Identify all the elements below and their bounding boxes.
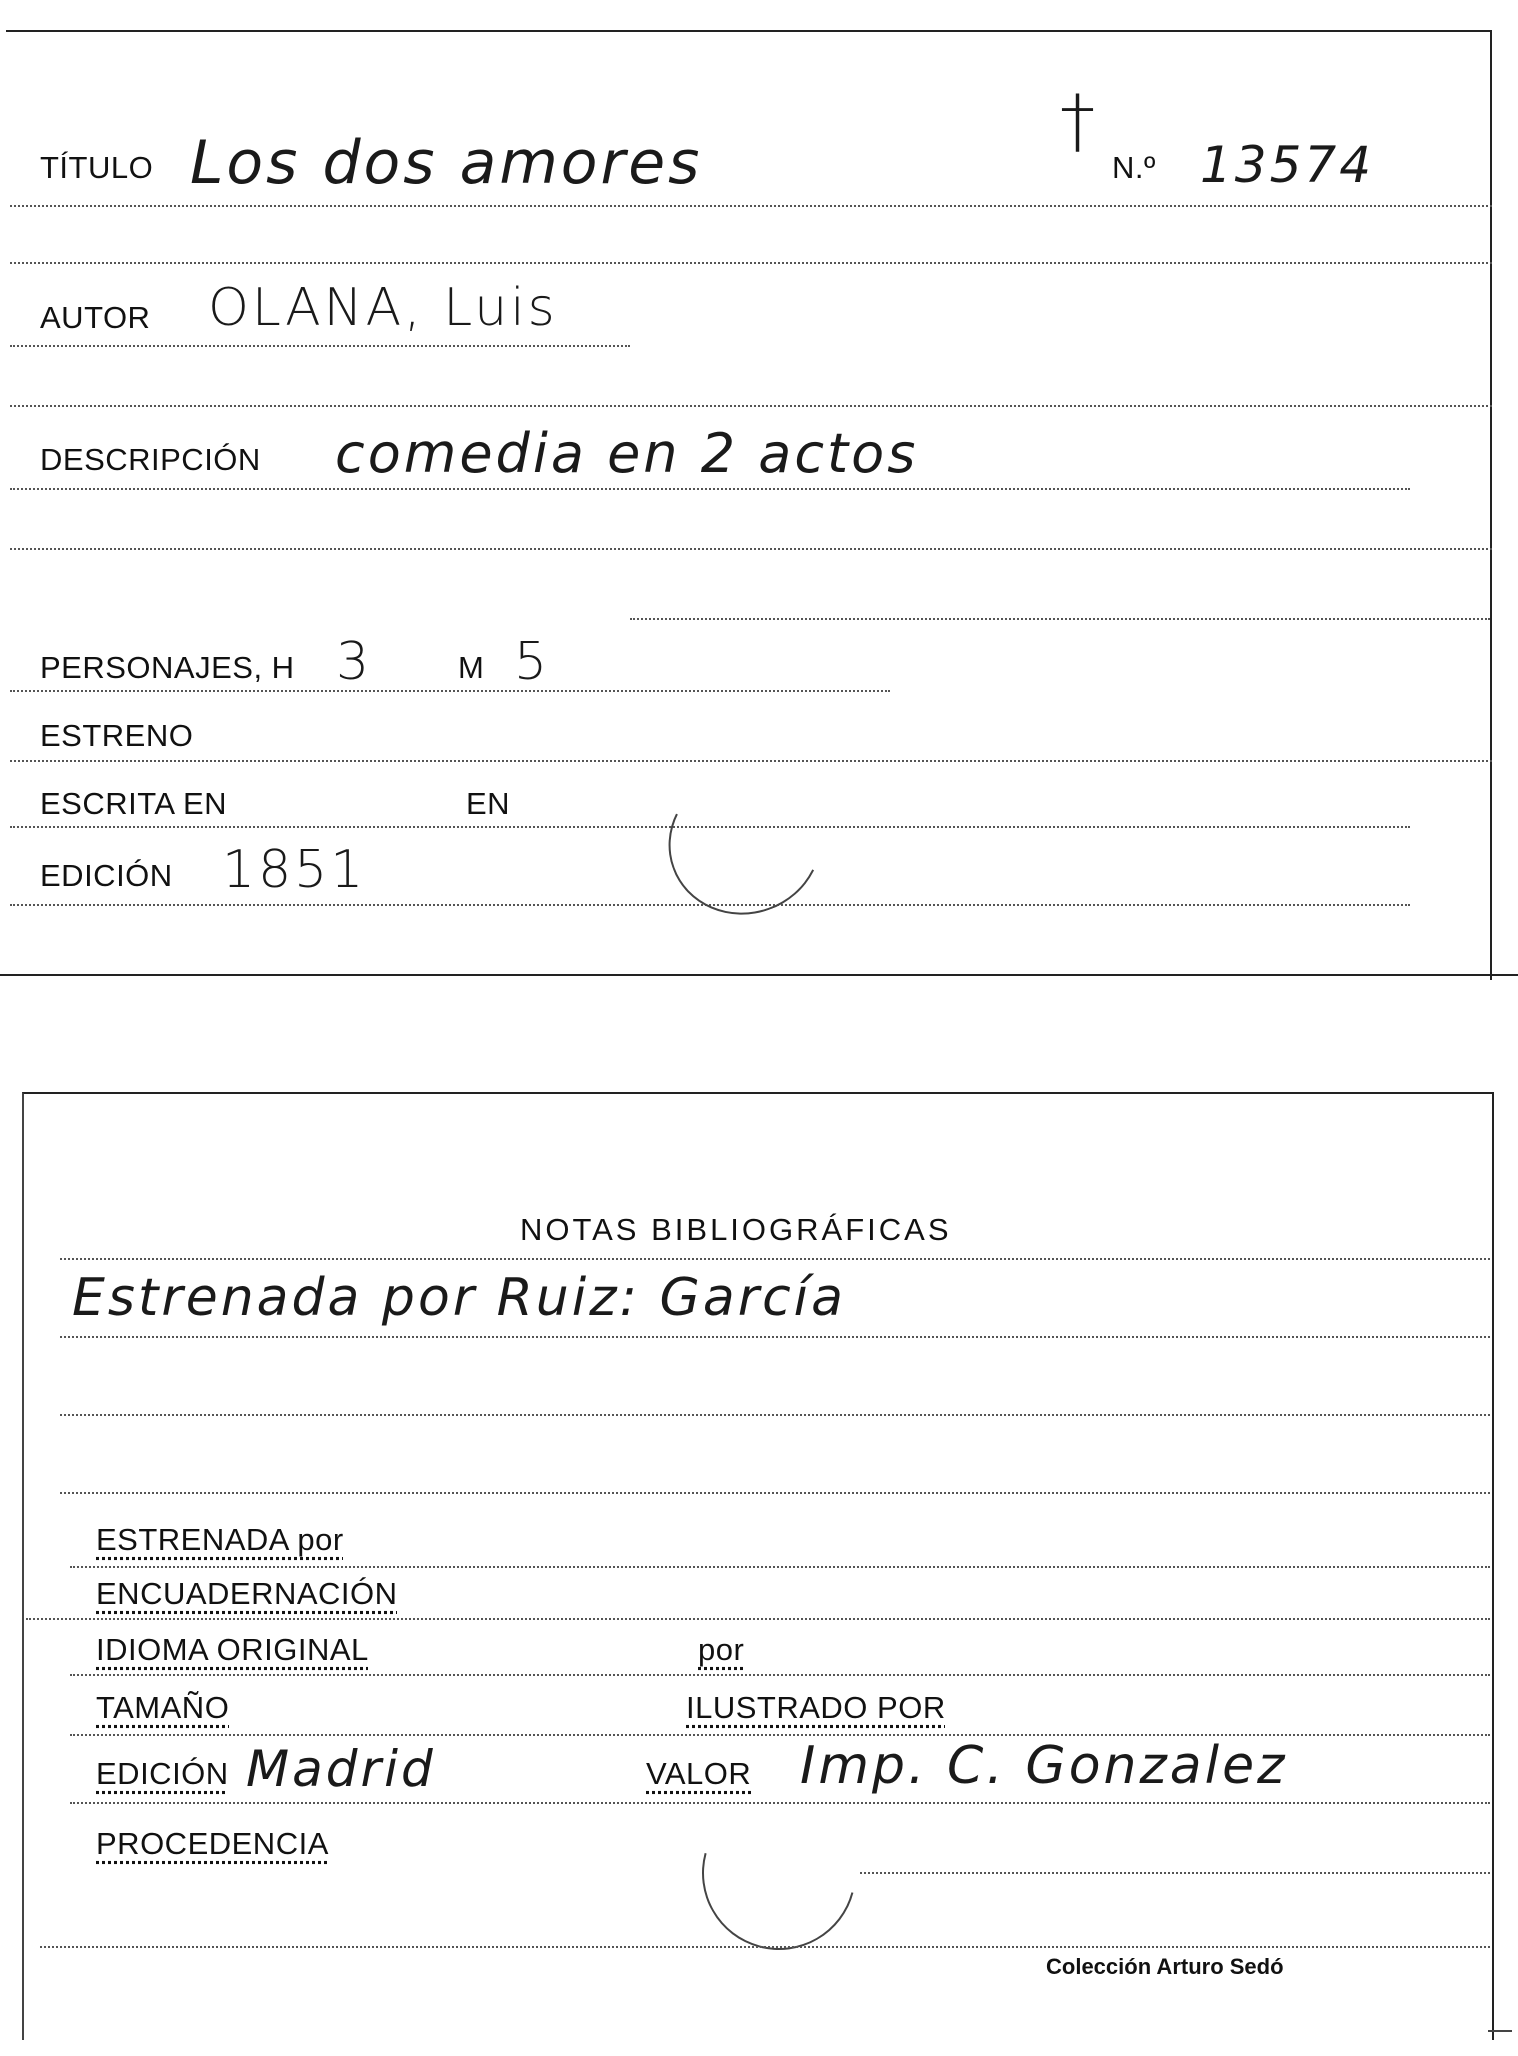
estreno-label: ESTRENO <box>40 718 194 753</box>
card-separator <box>0 974 1518 976</box>
encuadernacion-label: ENCUADERNACIÓN <box>96 1576 398 1611</box>
rule-line <box>70 1566 1490 1568</box>
rule-line <box>60 1336 1490 1338</box>
rule-line <box>60 1414 1490 1416</box>
autor-value: OLANA, Luis <box>208 278 558 338</box>
rule-line <box>70 1674 1490 1676</box>
cross-mark: † <box>1060 80 1098 162</box>
personajes-label: PERSONAJES, H <box>40 650 295 685</box>
collection-footer: Colección Arturo Sedó <box>1046 1954 1284 1979</box>
titulo-value: Los dos amores <box>190 128 703 198</box>
rule-line <box>10 488 1410 490</box>
descripcion-value: comedia en 2 actos <box>335 422 919 485</box>
rule-line <box>10 690 890 692</box>
rule-line <box>10 345 630 347</box>
escrita-label: ESCRITA EN <box>40 786 228 821</box>
personajes-h-value: 3 <box>336 632 373 692</box>
edicion-value: 1851 <box>222 840 367 900</box>
numero-label: N.º <box>1112 150 1156 185</box>
autor-label: AUTOR <box>40 300 151 335</box>
notas-heading: NOTAS BIBLIOGRÁFICAS <box>520 1212 952 1247</box>
rule-line <box>10 262 1492 264</box>
rule-line <box>10 548 1492 550</box>
edge-mark <box>1488 2030 1512 2032</box>
rule-line <box>10 205 1492 207</box>
escrita-en-label: EN <box>466 786 511 821</box>
rule-line <box>40 1946 1490 1948</box>
estrenada-label: ESTRENADA por <box>96 1522 344 1557</box>
personajes-m-label: M <box>458 650 485 685</box>
titulo-label: TÍTULO <box>40 150 154 185</box>
notas-value: Estrenada por Ruiz: García <box>72 1268 846 1328</box>
numero-value: 13574 <box>1200 136 1375 194</box>
rule-line <box>10 760 1492 762</box>
edicion-bottom-value: Madrid <box>246 1740 436 1798</box>
edicion-label: EDICIÓN <box>40 858 173 893</box>
rule-line <box>10 405 1492 407</box>
por-label: por <box>698 1632 745 1667</box>
valor-label: VALOR <box>646 1756 752 1791</box>
edicion-bottom-label: EDICIÓN <box>96 1756 229 1791</box>
tamano-label: TAMAÑO <box>96 1690 230 1725</box>
rule-line <box>60 1258 1490 1260</box>
descripcion-label: DESCRIPCIÓN <box>40 442 261 477</box>
valor-value: Imp. C. Gonzalez <box>800 1736 1288 1796</box>
rule-line <box>630 618 1490 620</box>
rule-line <box>60 1492 1490 1494</box>
rule-line <box>26 1618 1490 1620</box>
idioma-label: IDIOMA ORIGINAL <box>96 1632 369 1667</box>
ilustrado-label: ILUSTRADO POR <box>686 1690 946 1725</box>
rule-line <box>860 1872 1490 1874</box>
personajes-m-value: 5 <box>514 632 551 692</box>
procedencia-label: PROCEDENCIA <box>96 1826 329 1861</box>
